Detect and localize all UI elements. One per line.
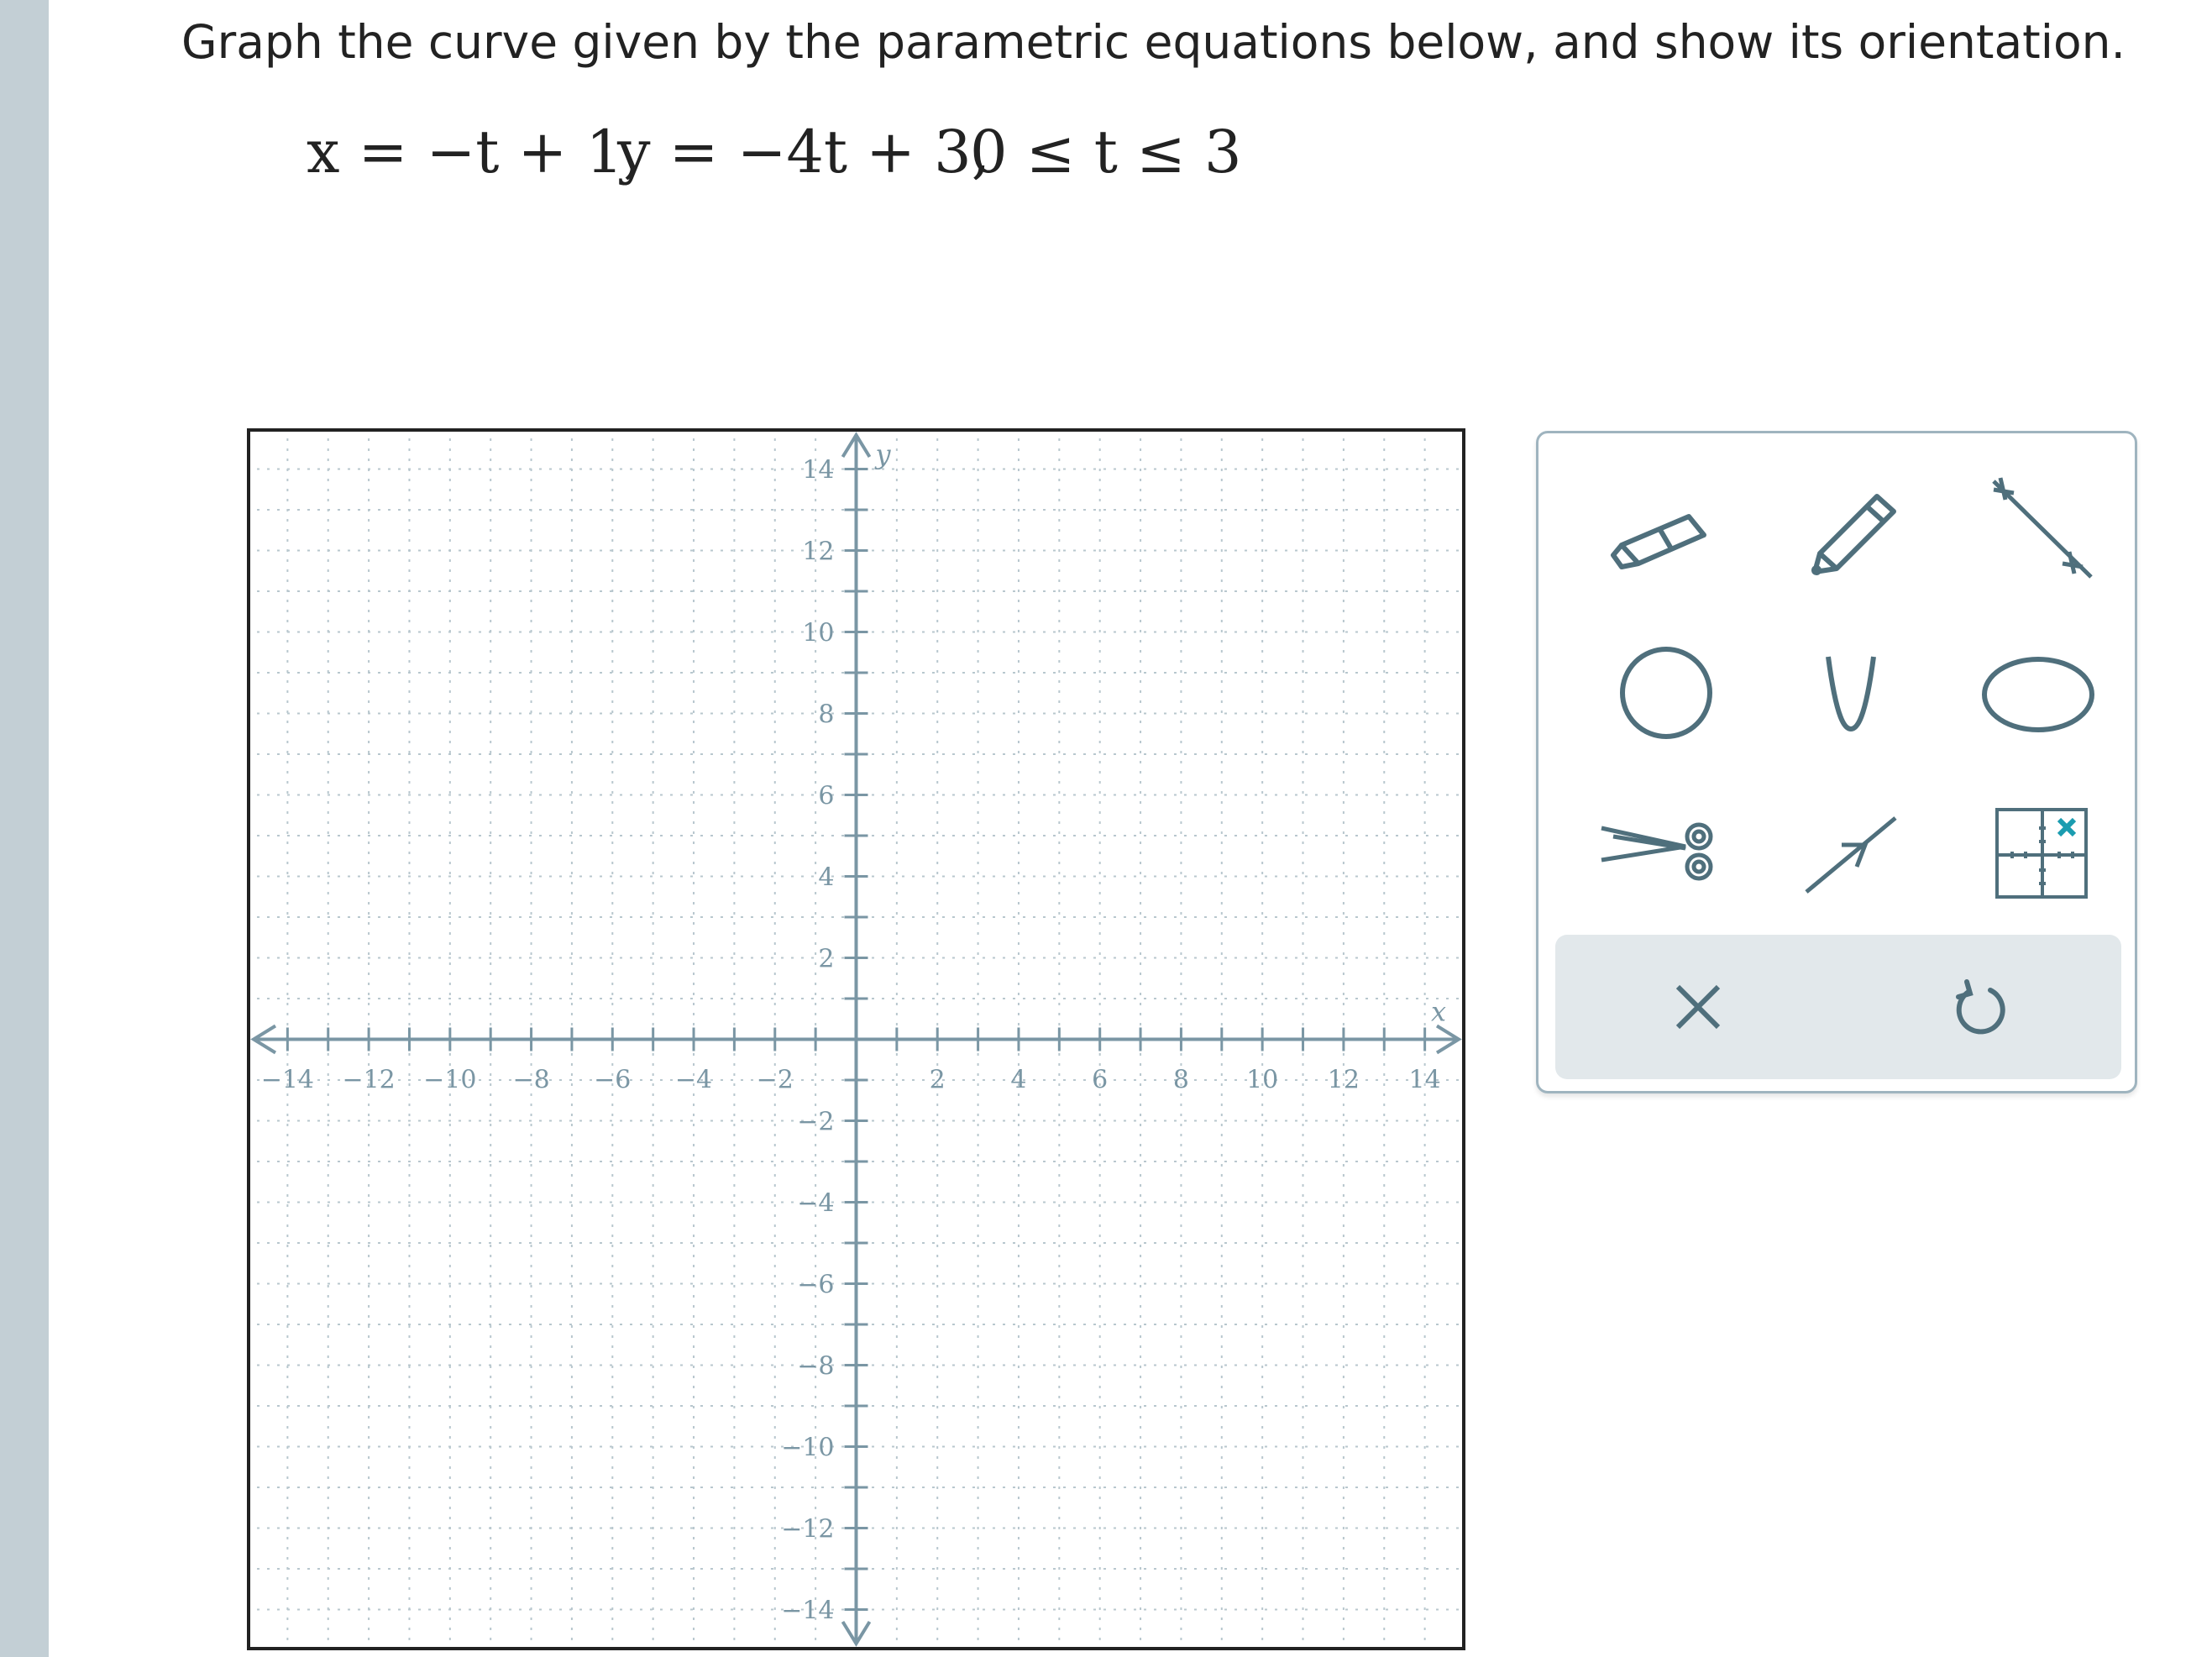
coordinate-plane[interactable]: [247, 428, 1465, 1650]
equation-y: y = −4t + 3,: [617, 118, 990, 186]
graph-area[interactable]: [247, 428, 1465, 1650]
equation-x: x = −t + 1,: [307, 118, 642, 186]
x-tick-label: −6: [594, 1065, 632, 1095]
action-bar: [1555, 935, 2121, 1079]
y-axis-label: y: [875, 438, 891, 470]
y-tick-label: 6: [818, 781, 835, 811]
parameter-domain: 0 ≤ t ≤ 3: [970, 118, 1242, 186]
y-tick-label: −6: [797, 1270, 835, 1300]
scissors-tool[interactable]: [1585, 786, 1753, 912]
circle-tool[interactable]: [1601, 628, 1736, 754]
drawing-toolbox: [1536, 431, 2137, 1093]
y-tick-label: −10: [781, 1433, 835, 1463]
parabola-icon: [1786, 628, 1921, 754]
clear-button[interactable]: [1656, 965, 1740, 1049]
x-tick-label: 4: [1010, 1065, 1027, 1095]
y-tick-label: 8: [818, 700, 835, 730]
y-tick-label: 10: [802, 618, 835, 648]
y-tick-label: −8: [797, 1351, 835, 1382]
parametric-equations: [307, 118, 1818, 197]
arrow-icon: [1786, 786, 1921, 912]
undo-button[interactable]: [1937, 965, 2021, 1049]
circle-icon: [1601, 628, 1736, 754]
eraser-icon: [1601, 471, 1736, 597]
x-tick-label: 12: [1327, 1065, 1360, 1095]
x-tick-label: 2: [929, 1065, 946, 1095]
left-rail: [0, 0, 49, 1657]
x-tick-label: −2: [756, 1065, 794, 1095]
x-tick-label: 14: [1408, 1065, 1441, 1095]
x-tick-label: −10: [423, 1065, 477, 1095]
point-grid-icon: [1975, 786, 2110, 912]
y-tick-label: −12: [781, 1514, 835, 1544]
x-tick-label: −12: [342, 1065, 396, 1095]
pencil-icon: [1786, 471, 1921, 597]
x-tick-label: 10: [1246, 1065, 1279, 1095]
ellipse-icon: [1975, 628, 2110, 754]
y-tick-label: 12: [802, 537, 835, 567]
line-segment-tool[interactable]: [1975, 471, 2110, 597]
eraser-tool[interactable]: [1601, 471, 1736, 597]
x-tick-label: 6: [1092, 1065, 1109, 1095]
ellipse-tool[interactable]: [1975, 628, 2110, 754]
x-tick-label: 8: [1172, 1065, 1189, 1095]
undo-icon: [1937, 965, 2021, 1049]
x-tick-label: −4: [674, 1065, 713, 1095]
x-tick-label: −14: [260, 1065, 315, 1095]
y-tick-label: −2: [797, 1107, 835, 1137]
x-tick-label: −8: [512, 1065, 550, 1095]
close-icon: [1656, 965, 1740, 1049]
y-tick-label: −14: [781, 1596, 835, 1626]
parabola-tool[interactable]: [1786, 628, 1921, 754]
scissors-icon: [1585, 786, 1753, 912]
y-tick-label: 2: [818, 944, 835, 974]
axes: [254, 435, 1459, 1644]
question-prompt: Graph the curve given by the parametric equations below, and show its orientation.: [181, 15, 2126, 69]
y-tick-label: 14: [802, 455, 835, 485]
line-segment-icon: [1975, 471, 2110, 597]
y-tick-label: −4: [797, 1188, 835, 1219]
pencil-tool[interactable]: [1786, 471, 1921, 597]
y-tick-label: 4: [818, 863, 835, 893]
x-axis-label: x: [1430, 995, 1447, 1028]
point-tool[interactable]: [1975, 786, 2110, 912]
orientation-arrow-tool[interactable]: [1786, 786, 1921, 912]
